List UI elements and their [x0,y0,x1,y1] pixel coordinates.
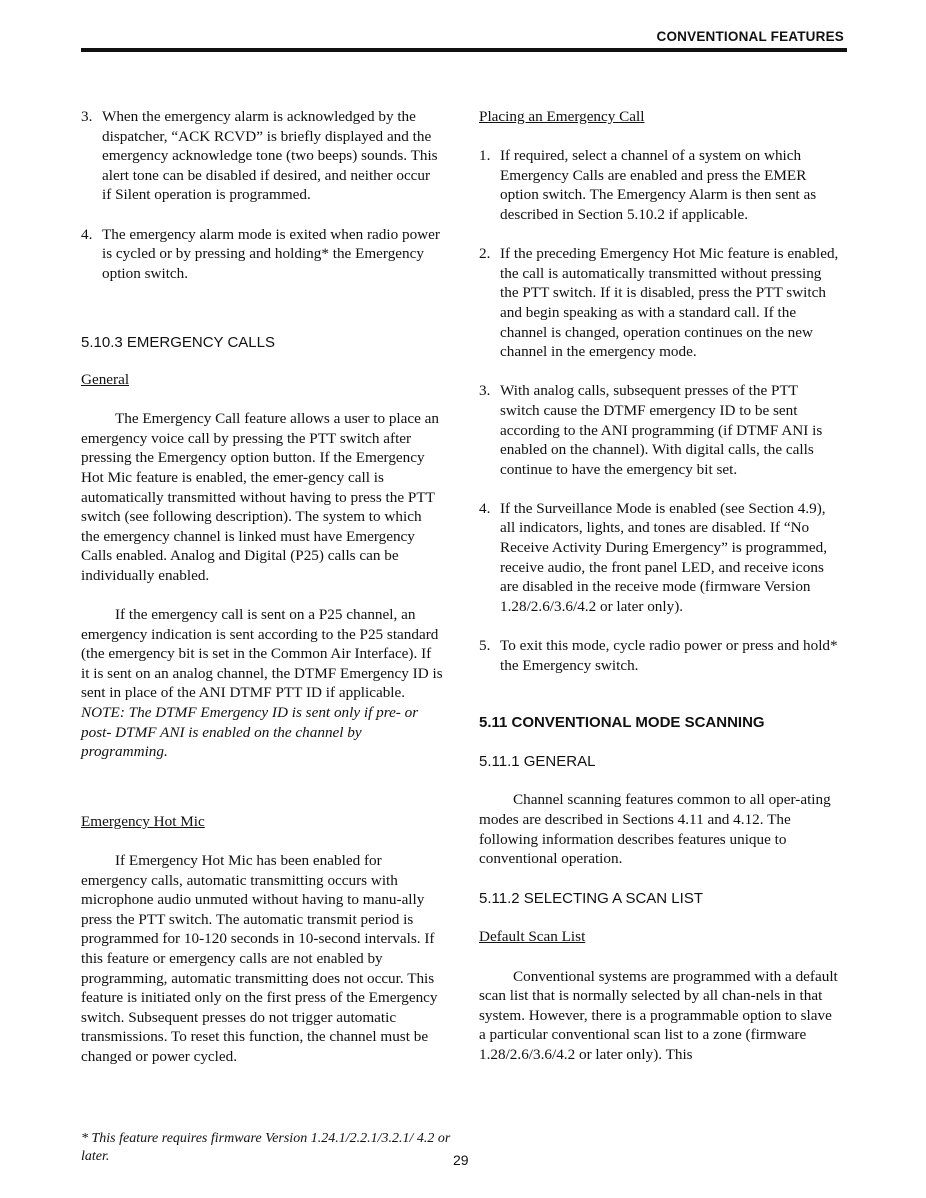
list-item-text: If the preceding Emergency Hot Mic feature is enabled, the call is automatically transmitted without pressing the PTT switch. If it is disabled, press the PTT switch and begin speaking as with a standard call. If the channel is changed, operation continues on the new channel in the emergency mode. [500,245,839,361]
list-item-text: The emergency alarm mode is exited when radio power is cycled or by pressing and holding* the Emergency option switch. [102,225,440,282]
dtmf-note: NOTE: The DTMF Emergency ID is sent only if pre- or post- DTMF ANI is enabled on the channel by programming. [81,704,419,761]
scan-general-paragraph: Channel scanning features common to all oper-ating modes are described in Sections 4.11 and 4.12. The following information describes features unique to conventional operation. [479,791,831,868]
list-item-text: If required, select a channel of a system on which Emergency Calls are enabled and press the EMER option switch. The Emergency Alarm is then sent as described in Section 5.10.2 if applicable. [500,147,817,223]
list-item: 2. If the preceding Emergency Hot Mic feature is enabled, the call is automatically transmitted without pressing the PTT switch. If it is disabled, press the PTT switch and begin speaking as with a standard call. If the channel is changed, operation continues on the new channel in the emergency mode. [479,245,839,361]
hot-mic-paragraph: If Emergency Hot Mic has been enabled for emergency calls, automatic transmitting occurs with microphone audio unmuted without having to manu-ally press the PTT switch. The automatic transmit period is programmed for 10-120 seconds in 10-second intervals. If this feature or emergency calls are not enabled by programming, automatic transmitting does not occur. This feature is initiated only on the first press of the Emergency switch. Subsequent presses do not trigger automatic transmissions. To reset this function, the channel must be changed or power cycled. [81,852,438,1065]
p25-paragraph: If the emergency call is sent on a P25 channel, an emergency indication is sent according to the P25 standard (the emergency bit is set in the Common Air Interface). If it is sent on an analog channel, the DTMF Emergency ID is sent in place of the ANI DTMF PTT ID if applicable. NOTE: The DTMF Emergency ID is sent only if pre- or post- DTMF ANI is enabled on the channel by programming. [81,606,443,761]
list-item: 3. With analog calls, subsequent presses of the PTT switch cause the DTMF emergency ID to be sent according to the ANI programming (if DTMF ANI is enabled on the channel). With digital calls, the calls continue to have the emergency bit set. [479,382,823,478]
section-heading-5-11-2: 5.11.2 SELECTING A SCAN LIST [479,889,703,907]
list-item: 3. When the emergency alarm is acknowledged by the dispatcher, “ACK RCVD” is briefly displayed and the emergency acknowledge tone (two beeps) sounds. This alert tone can be disabled if desired, and neither occur if Silent operation is programmed. [81,108,438,204]
list-item-text: When the emergency alarm is acknowledged by the dispatcher, “ACK RCVD” is briefly displayed and the emergency acknowledge tone (two beeps) sounds. This alert tone can be disabled if desired, and neither occur if Silent operation is programmed. [102,108,438,204]
list-item-text: If the Surveillance Mode is enabled (see Section 4.9), all indicators, lights, and tones are disabled. If “No Receive Activity During Emergency” is programmed, receive audio, the front panel LED, and receive icons are disabled in the receive mode (firmware Version 1.28/2.6/3.6/4.2 or later only). [500,499,827,615]
placing-call-subheading: Placing an Emergency Call [479,108,645,125]
general-subheading: General [81,370,130,388]
list-item: 4. The emergency alarm mode is exited when radio power is cycled or by pressing and holding* the Emergency option switch. [81,225,440,282]
emergency-call-paragraph: The Emergency Call feature allows a user to place an emergency voice call by pressing the PTT switch after pressing the Emergency option button. If the Emergency Hot Mic feature is enabled, the emer-gency call is automatically transmitted without having to press the PTT switch (see following description). The system to which the emergency channel is linked must have Emergency Calls enabled. Analog and Digital (P25) calls can be individually enabled. [81,410,440,584]
header-rule [81,48,847,52]
right-column [479,107,841,1065]
footnote: * This feature requires firmware Version 1.24.1/2.2.1/3.2.1/ 4.2 or later. [81,1131,451,1164]
section-heading-5-11: 5.11 CONVENTIONAL MODE SCANNING [479,714,765,732]
list-item-text: To exit this mode, cycle radio power or press and hold* the Emergency switch. [500,637,838,674]
page-number: 29 [453,1152,469,1168]
list-item: 1. If required, select a channel of a system on which Emergency Calls are enabled and press the EMER option switch. The Emergency Alarm is then sent as described in Section 5.10.2 if applicable. [479,147,817,223]
alarm-list [81,107,443,283]
default-scan-list-paragraph: Conventional systems are programmed with a default scan list that is normally selected by all chan-nels in that system. However, there is a programmable option to slave a particular conventional scan list to a zone (firmware 1.28/2.6/3.6/4.2 or later only). This [479,967,838,1063]
running-header: CONVENTIONAL FEATURES [656,29,844,44]
left-column [81,107,443,1067]
default-scan-list-subheading: Default Scan List [479,928,586,946]
list-item: 5. To exit this mode, cycle radio power or press and hold* the Emergency switch. [479,637,838,674]
section-heading-5-10-3: 5.10.3 EMERGENCY CALLS [81,334,275,352]
list-item-text: With analog calls, subsequent presses of the PTT switch cause the DTMF emergency ID to be sent according to the ANI programming (if DTMF ANI is enabled on the channel). With digital calls, the calls continue to have the emergency bit set. [500,382,823,478]
hot-mic-subheading: Emergency Hot Mic [81,812,205,830]
placing-call-list [479,146,841,675]
section-heading-5-11-1: 5.11.1 GENERAL [479,752,596,770]
list-item: 4. If the Surveillance Mode is enabled (see Section 4.9), all indicators, lights, and tones are disabled. If “No Receive Activity During Emergency” is programmed, receive audio, the front panel LED, and receive icons are disabled in the receive mode (firmware Version 1.28/2.6/3.6/4.2 or later only). [479,499,827,615]
